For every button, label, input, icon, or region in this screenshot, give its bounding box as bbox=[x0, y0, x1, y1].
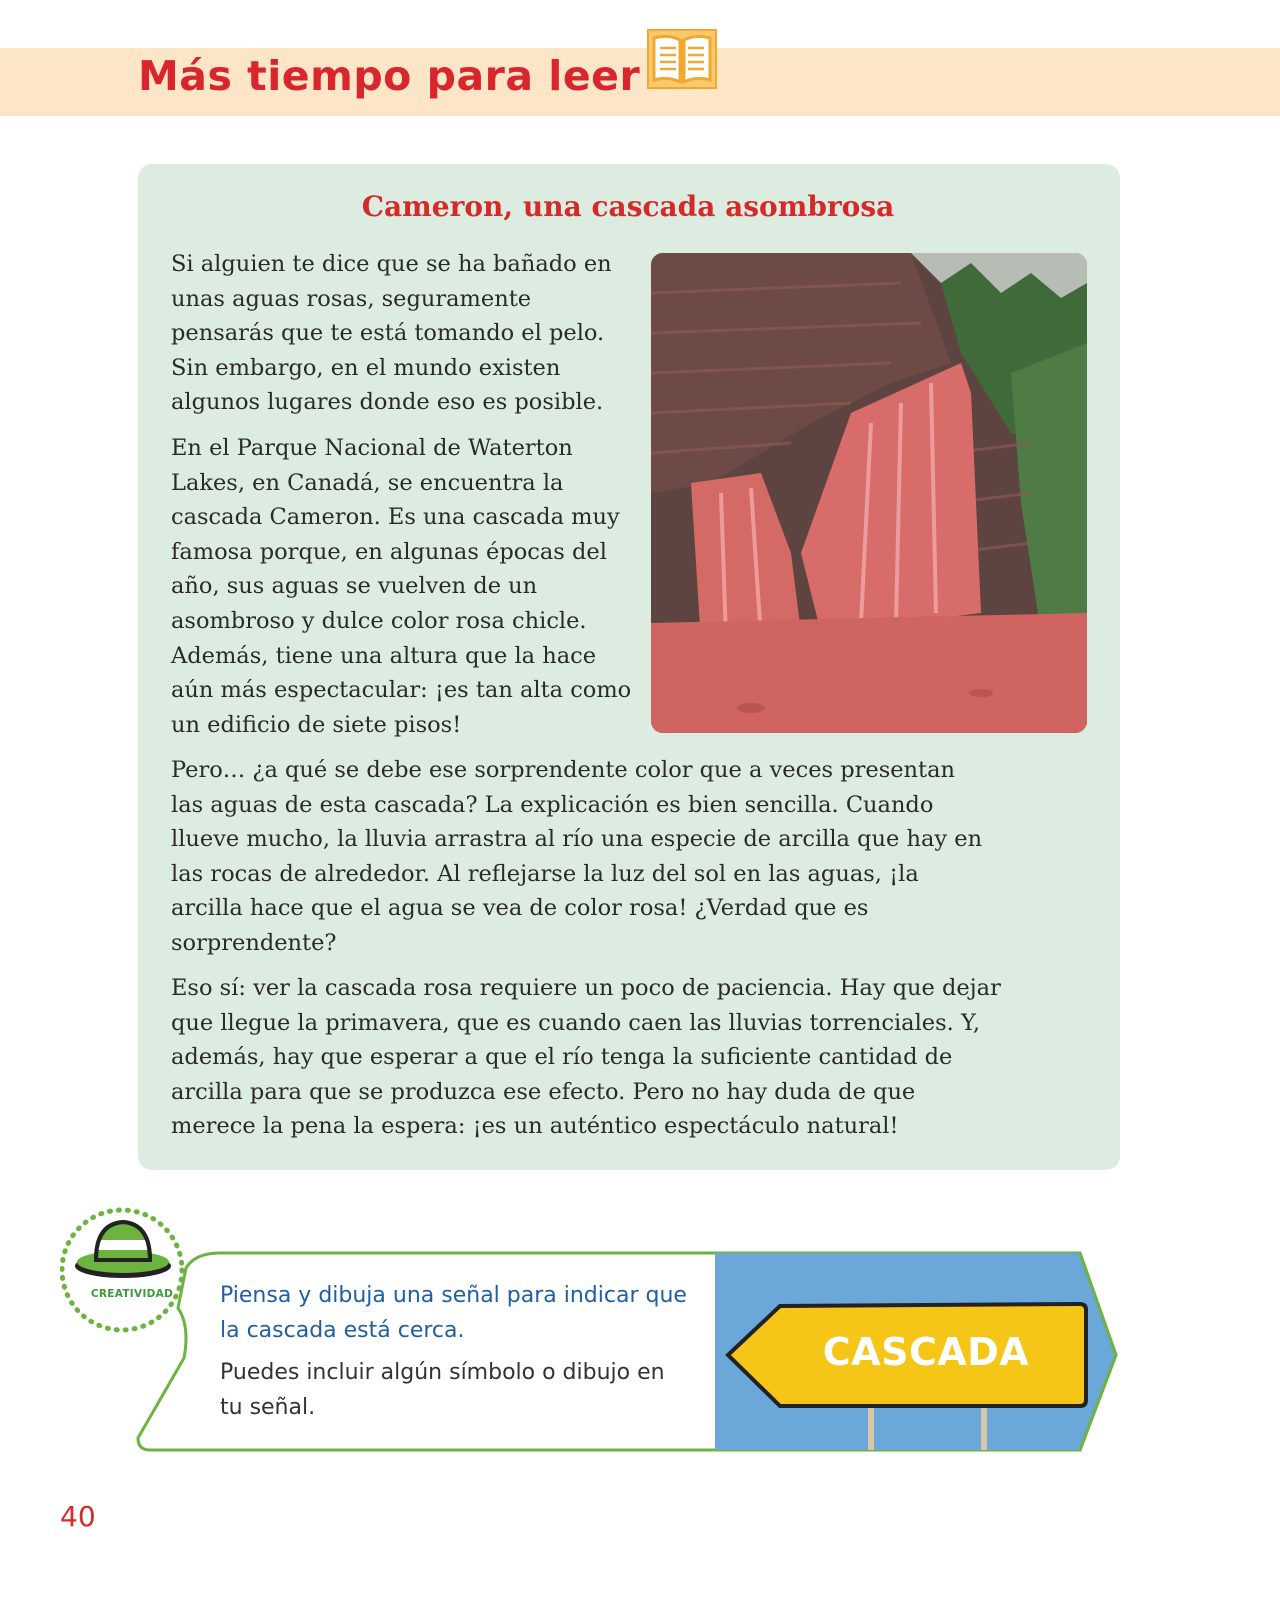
waterfall-photo bbox=[651, 253, 1087, 733]
activity-prompt: Piensa y dibuja una señal para indicar que la cascada está cerca. bbox=[220, 1283, 687, 1343]
reading-title: Cameron, una cascada asombrosa bbox=[361, 190, 895, 223]
paragraph-3: Pero… ¿a qué se debe ese sorprendente color que a veces presentan las aguas de esta cascada? La explicación es bien sencilla. Cuando llueve mucho, la lluvia arrastra al río una especie de arcilla que hay en las rocas de alrededor. Al reflejarse la luz del sol en las aguas, ¡la arcilla hace que el agua se vea de color rosa! ¿Verdad que es sorprendente? bbox=[171, 757, 983, 956]
sign-label: CASCADA bbox=[822, 1330, 1030, 1374]
activity-hint: Puedes incluir algún símbolo o dibujo en tu señal. bbox=[220, 1360, 665, 1420]
paragraph-4: Eso sí: ver la cascada rosa requiere un poco de paciencia. Hay que dejar que llegue la primavera, que es cuando caen las lluvias torrenciales. Y, además, hay que esperar a que el río tenga la suficiente cantidad de arcilla para que se produzca ese efecto. Pero no hay duda de que merece la pena la espera: ¡es un auténtico espectáculo natural! bbox=[171, 975, 1001, 1140]
book-icon bbox=[646, 28, 718, 92]
page-number: 40 bbox=[60, 1500, 96, 1533]
paragraph-2: En el Parque Nacional de Waterton Lakes, en Canadá, se encuentra la cascada Cameron. Es una cascada muy famosa porque, en algunas épocas del año, sus aguas se vuelven de un asombroso y dulce color rosa chicle. Además, tiene una altura que la hace aún más espectacular: ¡es tan alta como un edificio de siete pisos! bbox=[171, 435, 632, 738]
creatividad-badge-label: CREATIVIDAD bbox=[90, 1288, 174, 1300]
paragraph-1: Si alguien te dice que se ha bañado en unas aguas rosas, seguramente pensarás que te está tomando el pelo. Sin embargo, en el mundo existen algunos lugares donde eso es posible. bbox=[171, 251, 612, 416]
page-title: Más tiempo para leer bbox=[138, 52, 641, 100]
